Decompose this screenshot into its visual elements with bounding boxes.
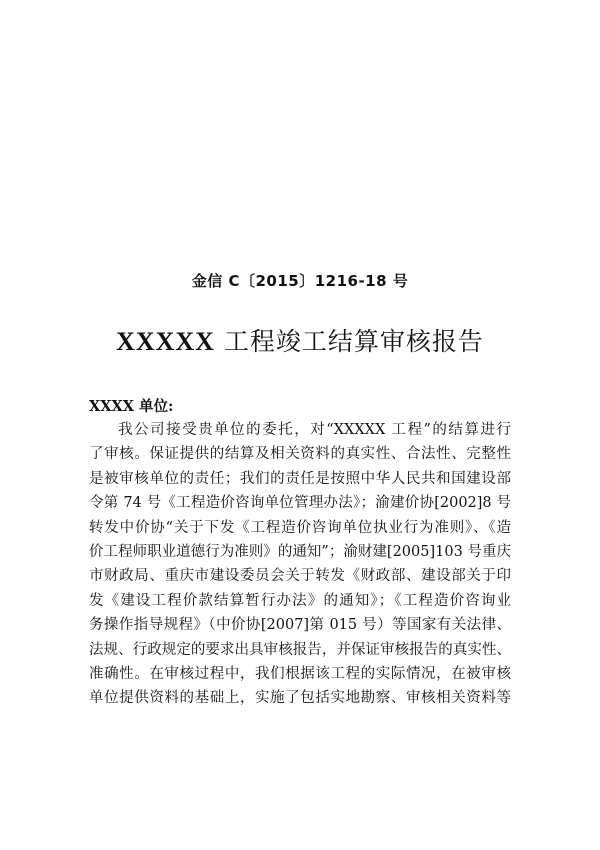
title-project-name: XXXXX (116, 327, 215, 356)
body-line: 市财政局、重庆市建设委员会关于转发《财政部、建设部关于印 (89, 568, 511, 585)
body-line: 单位提供资料的基础上，实施了包括实地勘察、审核相关资料等 (89, 690, 511, 707)
body-line: 发《建设工程价款结算暂行办法》的通知》；《工程造价咨询业 (89, 592, 511, 609)
body-line: 价工程师职业道德行为准则》的通知”；渝财建[2005]103 号重庆 (89, 543, 511, 560)
body-line: 令第 74 号《工程造价咨询单位管理办法》；渝建价协[2002]8 号 (89, 495, 511, 512)
title-report-name: 工程竣工结算审核报告 (223, 327, 484, 356)
body-paragraph (89, 418, 511, 711)
salutation: XXXX 单位: (89, 398, 174, 415)
document-title (0, 322, 600, 358)
body-line: 准确性。在审核过程中，我们根据该工程的实际情况，在被审核 (89, 665, 511, 682)
body-line: 法规、行政规定的要求出具审核报告，并保证审核报告的真实性、 (89, 641, 511, 658)
body-line: 我公司接受贵单位的委托，对“XXXXX 工程”的结算进行 (118, 422, 511, 438)
body-line: 务操作指导规程》（中价协[2007]第 015 号）等国家有关法律、 (89, 617, 511, 634)
body-line: 了审核。保证提供的结算及相关资料的真实性、合法性、完整性 (89, 446, 511, 463)
document-number: 金信 C〔2015〕1216-18 号 (191, 272, 409, 290)
body-line: 转发中价协“关于下发《工程造价咨询单位执业行为准则》、《造 (89, 519, 511, 536)
body-line: 是被审核单位的责任；我们的责任是按照中华人民共和国建设部 (89, 470, 511, 487)
